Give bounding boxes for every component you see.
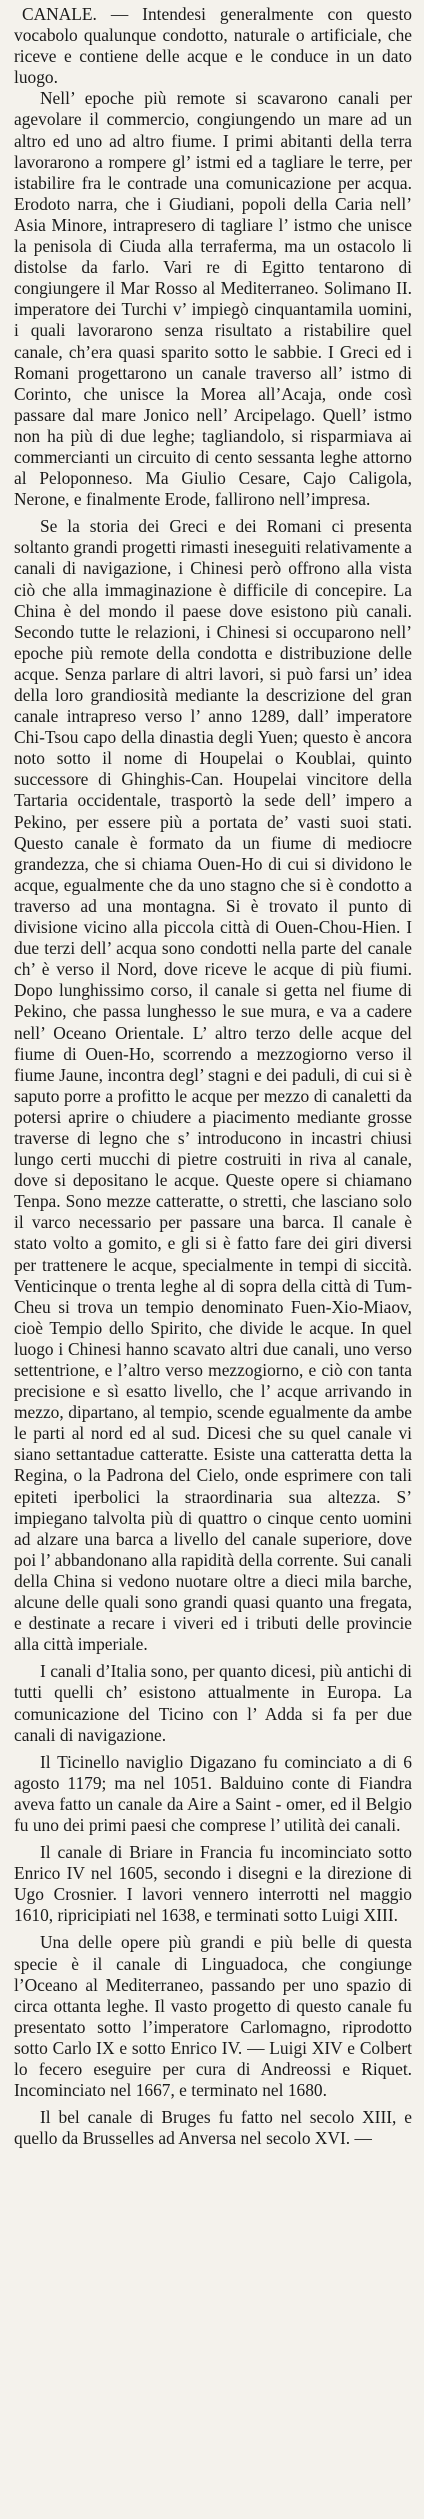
- paragraph-briare: Il canale di Briare in Francia fu incominciato sotto Enrico IV nel 1605, secondo i disegni e la direzione di Ugo Crosnier. I lavori vennero interrotti nel maggio 1610, ripricipiati nel 1638, e terminati sotto Luigi XIII.: [14, 1842, 412, 1926]
- paragraph-italian-canals: I canali d’Italia sono, per quanto dicesi, più antichi di tutti quelli ch’ esistono attualmente in Europa. La comunicazione del Ticino con l’ Adda si fa per due canali di navigazione.: [14, 1661, 412, 1745]
- entry-canale-definition: CANALE. — Intendesi generalmente con questo vocabolo qualunque condotto, naturale o artificiale, che riceve e contiene delle acque e le conduce in un dato luogo.: [14, 4, 412, 88]
- paragraph-chinese-canals: Se la storia dei Greci e dei Romani ci presenta soltanto grandi progetti rimasti ineseguiti relativamente a canali di navigazione, i Chinesi però offrono alla vista ciò che alla immaginazione è difficile di concepire. La China è del mondo il paese dove esistono più canali. Secondo tutte le relazioni, i Chinesi si occuparono nell’ epoche più remote della condotta e distribuzione delle acque. Senza parlare di altri lavori, si può farsi un’ idea della loro grandiosità mediante la descrizione del gran canale intrapreso verso l’ anno 1289, dall’ imperatore Chi-Tsou capo della dinastia degli Yuen; questo è ancora noto sotto il nome di Houpelai o Koublai, quinto successore di Ghinghis-Can. Houpelai vincitore della Tartaria occidentale, trasportò la sede dell’ impero a Pekino, per essere più a portata de’ vasti suoi stati. Questo canale è formato da un fiume di mediocre grandezza, che si chiama Ouen-Ho di cui si dividono le acque, egualmente che da uno stagno che si è condotto a traverso ad una montagna. Si è trovato il punto di divisione vicino alla piccola città di Ouen-Chou-Hien. I due terzi dell’ acqua sono condotti nella parte del canale ch’ è verso il Nord, dove riceve le acque di più fiumi. Dopo lunghissimo corso, il canale si getta nel fiume di Pekino, che passa lunghesso le sue mura, e va a cadere nell’ Oceano Orientale. L’ altro terzo delle acque del fiume di Ouen-Ho, scorrendo a mezzogiorno verso il fiume Jaune, incontra degl’ stagni e dei paduli, di cui si è saputo porre a profitto le acque per mezzo di canaletti da potersi aprire o chiudere a piacimento mediante grosse traverse di legno che s’ introducono in incastri chiusi lungo certi mucchi di pietre costruiti in riva al canale, dove si depositano le acque. Queste opere si chiamano Tenpa. Sono mezze catteratte, o stretti, che lasciano solo il varco necessario per passare una barca. Il canale è stato volto a gomito, e gli si è fatto fare dei giri diversi per trattenere le acque, specialmente in tempi di siccità. Venticinque o trenta leghe al di sopra della città di Tum-Cheu si trova un tempio denominato Fuen-Xio-Miaov, cioè Tempio dello Spirito, che divide le acque. In quel luogo i Chinesi hanno scavato altri due canali, uno verso settentrione, e l’altro verso mezzogiorno, e ciò con tanta precisione e sì esatto livello, che l’ acque arrivando in mezzo, dipartano, al tempio, scende egualmente da ambe le parti al nord ed al sud. Dicesi che su quel canale vi siano settantadue catteratte. Esiste una catteratta detta la Regina, o la Padrona del Cielo, onde esprimere con tali epiteti iperbolici la straordinaria sua altezza. S’ impiegano talvolta più di quattro o cinque cento uomini ad alzare una barca a livello del canale superiore, dove poi l’ abbandonano alla rapidità della corrente. Sui canali della China si vedono nuotare oltre a dieci mila barche, alcune delle quali sono grandi quasi quanto una fregata, e destinate a recare i viveri ed i tributi delle provincie alla città imperiale.: [14, 516, 412, 1655]
- paragraph-ancient-canals: Nell’ epoche più remote si scavarono canali per agevolare il commercio, congiungendo un mare ad un altro ed uno ad altro fiume. I primi abitanti della terra lavorarono a rompere gl’ istmi ed a tagliare le terre, per istabilire fra le contrade una comunicazione per acqua. Erodoto narra, che i Giudiani, popoli della Caria nell’ Asia Minore, intrapresero di tagliare l’ istmo che unisce la penisola di Ciuda alla terraferma, ma un ostacolo li distolse da farlo. Vari re di Egitto tentarono di congiungere il Mar Rosso al Mediterraneo. Solimano II. imperatore dei Turchi v’ impiegò cinquantamila uomini, i quali lavorarono senza risultato a ristabilire quel canale, ch’era quasi sparito sotto le sabbie. I Greci ed i Romani progettarono un canale traverso all’ istmo di Corinto, che unisce la Morea all’Acaja, onde così passare dal mare Jonico nell’ Arcipelago. Quell’ istmo non ha più di due leghe; tagliandolo, si risparmiava ai commercianti un circuito di cento sessanta leghe attorno al Peloponneso. Ma Giulio Cesare, Cajo Caligola, Nerone, e finalmente Erode, fallirono nell’impresa.: [14, 88, 412, 510]
- paragraph-bruges: Il bel canale di Bruges fu fatto nel secolo XIII, e quello da Brusselles ad Anversa nel secolo XVI. —: [14, 2107, 412, 2149]
- paragraph-ticinello: Il Ticinello naviglio Digazano fu cominciato a di 6 agosto 1179; ma nel 1051. Balduino conte di Fiandra aveva fatto un canale da Aire a Saint - omer, ed il Belgio fu uno dei primi paesi che comprese l’ utilità dei canali.: [14, 1751, 412, 1835]
- paragraph-linguadoca: Una delle opere più grandi e più belle di questa specie è il canale di Linguadoca, che congiunge l’Oceano al Mediterraneo, passando per uno spazio di circa ottanta leghe. Il vasto progetto di questo canale fu presentato sotto l’imperatore Carlomagno, riprodotto sotto Carlo IX e sotto Enrico IV. — Luigi XIV e Colbert lo fecero eseguire per cura di Andreossi e Riquet. Incominciato nel 1667, e terminato nel 1680.: [14, 1932, 412, 2101]
